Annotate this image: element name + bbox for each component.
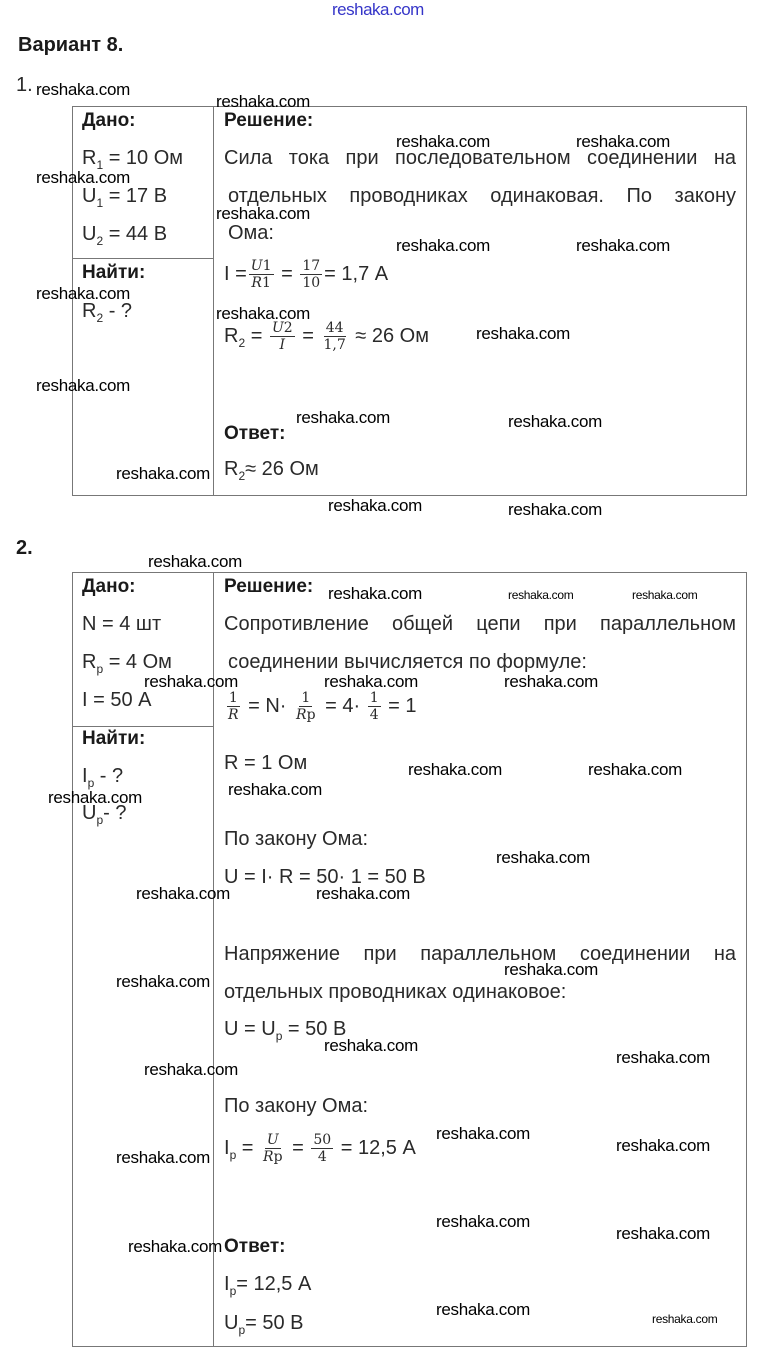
watermark: reshaka.com — [504, 960, 599, 979]
lhs: I — [224, 1136, 230, 1159]
solution-text: Напряжение при параллельном соединении на — [224, 943, 736, 965]
watermark: reshaka.com — [616, 1048, 711, 1067]
watermark: reshaka.com — [616, 1136, 711, 1155]
value: = 12,5 А — [236, 1273, 312, 1295]
num: 1 — [369, 690, 379, 706]
watermark: reshaka.com — [504, 672, 599, 691]
watermark-top: reshaka.com — [332, 0, 424, 19]
watermark: reshaka.com — [476, 324, 571, 343]
watermark: reshaka.com — [324, 672, 419, 691]
watermark: reshaka.com — [316, 884, 411, 903]
watermark: reshaka.com — [508, 588, 574, 602]
watermark: reshaka.com — [508, 412, 603, 431]
den: 10 — [302, 275, 321, 291]
value: - ? — [94, 765, 124, 787]
den: 4 — [317, 1149, 327, 1165]
solution-label: Решение: — [224, 576, 314, 597]
num-sub: 2 — [283, 320, 293, 336]
formula-resistance: $R_2$ = $\frac{U2}{I}$ = $\frac{44}{1,7}$ ≈ 26 Ом — [224, 320, 429, 353]
var: R — [82, 147, 97, 169]
sub: 2 — [96, 234, 104, 248]
watermark: reshaka.com — [296, 408, 391, 427]
watermark: reshaka.com — [508, 500, 603, 519]
sub: р — [229, 1284, 237, 1298]
task2-number: 2. — [16, 537, 33, 559]
table2-bottom-border — [72, 1346, 747, 1347]
watermark: reshaka.com — [396, 236, 491, 255]
lhs: I = — [224, 262, 247, 285]
var: I — [82, 689, 88, 711]
find-item — [82, 765, 123, 790]
den: 1,7 — [323, 337, 346, 353]
watermark: reshaka.com — [576, 236, 671, 255]
var: R — [224, 458, 239, 480]
fraction — [294, 690, 318, 723]
watermark: reshaka.com — [496, 848, 591, 867]
table1-top-border — [72, 106, 747, 107]
sub: р — [238, 1323, 246, 1337]
value: - ? — [103, 300, 133, 322]
sub: 2 — [96, 311, 104, 325]
sub: 1 — [96, 196, 104, 210]
var: R — [82, 651, 97, 673]
watermark: reshaka.com — [128, 1237, 223, 1256]
sub: р — [87, 776, 95, 790]
answer-label: Ответ: — [224, 423, 286, 444]
answer-label: Ответ: — [224, 1236, 286, 1257]
den: R — [296, 707, 307, 723]
num: 17 — [302, 258, 321, 274]
fraction — [368, 690, 381, 723]
table2-left-border — [72, 572, 73, 1347]
value: ≈ 26 Ом — [245, 458, 319, 480]
table1-right-border — [746, 106, 747, 496]
result: = 12,5 А — [340, 1136, 416, 1159]
watermark: reshaka.com — [436, 1212, 531, 1231]
formula-current: I = $\frac{U1}{R1}$ = $\frac{17}{10}$ = 1,7 А — [224, 258, 389, 291]
solution-text: Сила тока при последовательном соединении на — [224, 147, 736, 169]
watermark: reshaka.com — [588, 760, 683, 779]
var: N — [82, 613, 97, 635]
given-item — [82, 613, 161, 636]
var: I — [224, 1273, 230, 1295]
resistance-result: R = 1 Ом — [224, 752, 308, 774]
value: = 50 В — [282, 1018, 347, 1040]
solution-text: соединении вычисляется по формуле: — [228, 651, 587, 673]
sub: 2 — [238, 335, 246, 350]
solution-text: Ома: — [228, 222, 274, 244]
solution-text: По закону Ома: — [224, 828, 369, 850]
watermark: reshaka.com — [328, 584, 423, 603]
watermark: reshaka.com — [144, 672, 239, 691]
fraction — [261, 1132, 285, 1165]
table2-right-border — [746, 572, 747, 1347]
num: 44 — [325, 320, 344, 336]
result: = 1 — [388, 694, 417, 717]
watermark: reshaka.com — [324, 1036, 419, 1055]
sub: 2 — [238, 469, 246, 483]
watermark: reshaka.com — [436, 1300, 531, 1319]
answer — [224, 1312, 304, 1337]
solution-text: отдельных проводниках одинаковое: — [224, 981, 567, 1003]
watermark: reshaka.com — [48, 788, 143, 807]
den: 4 — [369, 707, 379, 723]
table1-divider — [213, 106, 214, 496]
formula-branch-current: $I_р$ = $\frac{U}{Rp}$ = $\frac{50}{4}$ = 12,5 А — [224, 1132, 416, 1165]
solution-text: По закону Ома: — [224, 1095, 369, 1117]
value: = 17 В — [103, 185, 168, 207]
variant-title: Вариант 8. — [18, 34, 124, 56]
answer — [224, 1273, 311, 1298]
table1-given-divider — [72, 258, 213, 259]
den-sub: p — [306, 707, 316, 723]
watermark: reshaka.com — [228, 780, 323, 799]
den: R — [251, 275, 262, 291]
watermark: reshaka.com — [216, 92, 311, 111]
sub: 1 — [96, 158, 104, 172]
watermark: reshaka.com — [396, 132, 491, 151]
var: I — [82, 765, 88, 787]
sub: р — [229, 1147, 237, 1162]
watermark: reshaka.com — [436, 1124, 531, 1143]
given-item — [82, 185, 167, 210]
watermark: reshaka.com — [116, 464, 211, 483]
den-sub: p — [273, 1149, 283, 1165]
watermark: reshaka.com — [216, 204, 311, 223]
value: = 50 В — [245, 1312, 304, 1334]
value: = 50 А — [87, 689, 152, 711]
solution-text: отдельных проводниках одинаковая. По закону — [228, 185, 736, 207]
num: U — [266, 1132, 279, 1148]
op: = N· — [248, 694, 287, 717]
voltage-formula: U = I· R = 50· 1 = 50 В — [224, 866, 426, 888]
watermark: reshaka.com — [136, 884, 231, 903]
lhs: R — [224, 324, 239, 347]
table2-given-divider — [72, 726, 213, 727]
fraction — [321, 320, 347, 353]
given-item — [82, 689, 152, 712]
watermark: reshaka.com — [328, 496, 423, 515]
num: 1 — [228, 690, 238, 706]
num-sub: 1 — [262, 258, 272, 274]
given-label: Дано: — [82, 110, 136, 131]
watermark: reshaka.com — [148, 552, 243, 571]
op: = 4· — [325, 694, 361, 717]
den: I — [279, 337, 286, 353]
var: R — [82, 300, 97, 322]
fraction — [311, 1132, 333, 1165]
fraction — [249, 258, 274, 291]
var: U — [82, 185, 97, 207]
watermark: reshaka.com — [144, 1060, 239, 1079]
watermark: reshaka.com — [116, 972, 211, 991]
den: R — [263, 1149, 274, 1165]
sub: р — [96, 813, 104, 827]
watermark: reshaka.com — [632, 588, 698, 602]
solution-text: Сопротивление общей цепи при параллельном — [224, 613, 736, 635]
formula-parallel-resistance — [224, 690, 417, 723]
watermark: reshaka.com — [116, 1148, 211, 1167]
find-label: Найти: — [82, 262, 146, 283]
fraction — [270, 320, 295, 353]
solution-label: Решение: — [224, 110, 314, 131]
value: = 4 Ом — [103, 651, 172, 673]
den-sub: 1 — [261, 275, 271, 291]
value: = 10 Ом — [103, 147, 184, 169]
watermark: reshaka.com — [408, 760, 503, 779]
watermark: reshaka.com — [36, 284, 131, 303]
answer — [224, 458, 319, 483]
num: 50 — [313, 1132, 332, 1148]
sub: р — [275, 1029, 283, 1043]
num: U — [271, 320, 284, 336]
fraction — [300, 258, 322, 291]
given-label: Дано: — [82, 576, 136, 597]
value: = 4 шт — [96, 613, 162, 635]
den: R — [228, 707, 239, 723]
watermark: reshaka.com — [616, 1224, 711, 1243]
value: - ? — [103, 802, 127, 824]
watermark: reshaka.com — [652, 1312, 718, 1326]
lhs: U = U — [224, 1018, 276, 1040]
var: U — [224, 1312, 239, 1334]
num: U — [250, 258, 263, 274]
find-label: Найти: — [82, 728, 146, 749]
watermark: reshaka.com — [36, 376, 131, 395]
var: U — [82, 802, 97, 824]
given-item — [82, 223, 167, 248]
watermark: reshaka.com — [216, 304, 311, 323]
num: 1 — [301, 690, 311, 706]
watermark: reshaka.com — [576, 132, 671, 151]
task1-number: 1. — [16, 74, 33, 96]
sub: р — [96, 662, 104, 676]
watermark: reshaka.com — [36, 80, 131, 99]
value: = 44 В — [103, 223, 168, 245]
table2-top-border — [72, 572, 747, 573]
fraction — [226, 690, 241, 723]
result: = 1,7 А — [324, 262, 389, 285]
var: U — [82, 223, 97, 245]
watermark: reshaka.com — [36, 168, 131, 187]
result: ≈ 26 Ом — [355, 324, 429, 347]
